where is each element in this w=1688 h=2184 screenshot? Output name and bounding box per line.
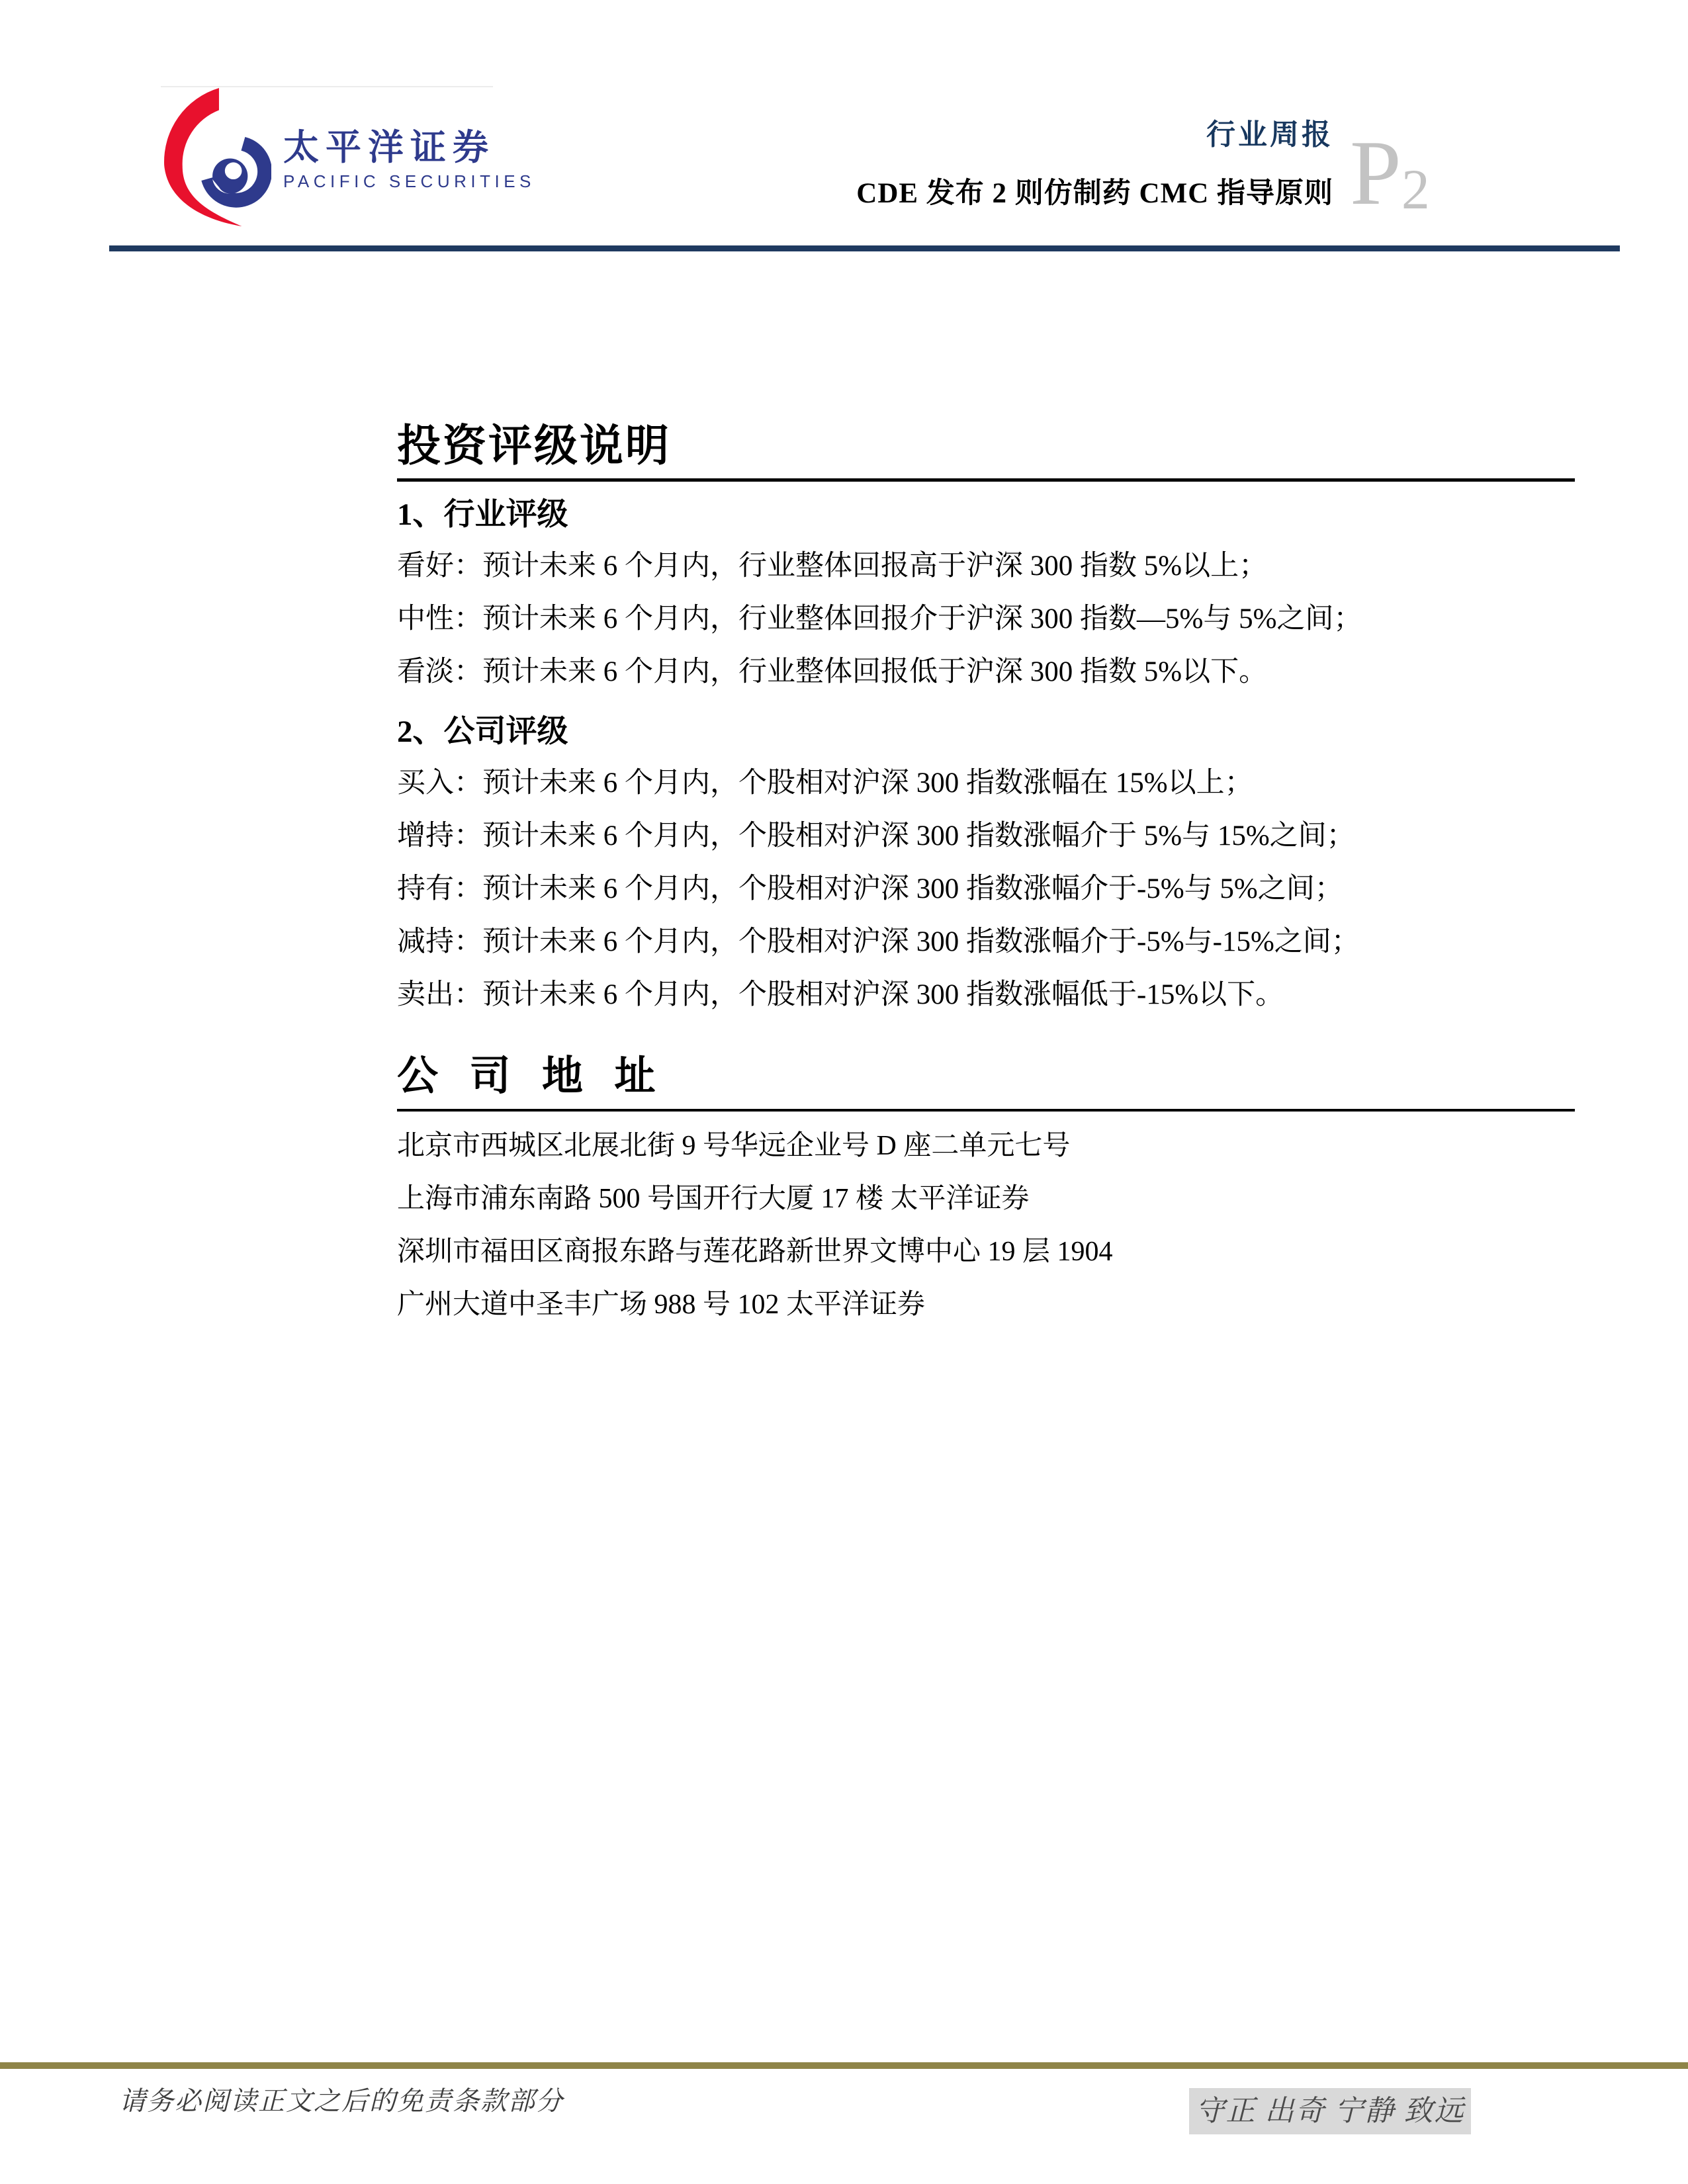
page-number-digit: 2 [1401,157,1430,221]
logo-top-edge-line [161,86,493,87]
list-item: 减持：预计未来 6 个月内，个股相对沪深 300 指数涨幅介于-5%与-15%之间； [397,926,1360,957]
company-rating-list [397,757,1575,1022]
address-section-title: 公 司 地 址 [397,1054,660,1099]
list-item: 上海市浦东南路 500 号国开行大厦 17 楼 太平洋证券 [397,1184,1030,1214]
company-rating-heading: 2、公司评级 [397,715,568,749]
header-right-block [794,120,1333,209]
rating-section-title: 投资评级说明 [397,422,671,470]
list-item: 增持：预计未来 6 个月内，个股相对沪深 300 指数涨幅介于 5%与 15%之间； [397,820,1355,852]
list-item: 看好：预计未来 6 个月内，行业整体回报高于沪深 300 指数 5%以上； [397,550,1268,582]
address-section-header [397,1055,1575,1112]
rating-section-header [397,423,1575,482]
footer-disclaimer: 请务必阅读正文之后的免责条款部分 [119,2086,564,2116]
list-item: 买入：预计未来 6 个月内，个股相对沪深 300 指数涨幅在 15%以上； [397,767,1253,799]
list-item: 北京市西城区北展北街 9 号华远企业号 D 座二单元七号 [397,1131,1071,1161]
page-number-letter: P [1350,122,1401,224]
industry-rating-list [397,540,1575,699]
logo-text-block [283,128,535,191]
logo-name-cn: 太平洋证券 [283,128,495,167]
industry-rating-heading: 1、行业评级 [397,498,568,532]
list-item: 看淡：预计未来 6 个月内，行业整体回报低于沪深 300 指数 5%以下。 [397,656,1268,687]
footer-motto: 守正 出奇 宁静 致远 [1189,2088,1471,2134]
list-item: 中性：预计未来 6 个月内，行业整体回报介于沪深 300 指数—5%与 5%之间； [397,603,1362,634]
header-divider-rule [109,245,1620,251]
list-item: 深圳市福田区商报东路与莲花路新世界文博中心 19 层 1904 [397,1237,1113,1267]
footer-divider-rule [0,2062,1688,2069]
logo-name-en: PACIFIC SECURITIES [283,171,535,191]
list-item: 卖出：预计未来 6 个月内，个股相对沪深 300 指数涨幅低于-15%以下。 [397,979,1284,1010]
pacific-securities-logo-icon [162,88,271,228]
report-title: CDE 发布 2 则仿制药 CMC 指导原则 [856,178,1333,209]
report-type-label: 行业周报 [1206,118,1333,151]
address-list [397,1119,1575,1331]
list-item: 广州大道中圣丰广场 988 号 102 太平洋证券 [397,1289,926,1320]
page-number [1350,122,1430,224]
list-item: 持有：预计未来 6 个月内，个股相对沪深 300 指数涨幅介于-5%与 5%之间； [397,873,1343,904]
main-content [397,423,1575,1331]
